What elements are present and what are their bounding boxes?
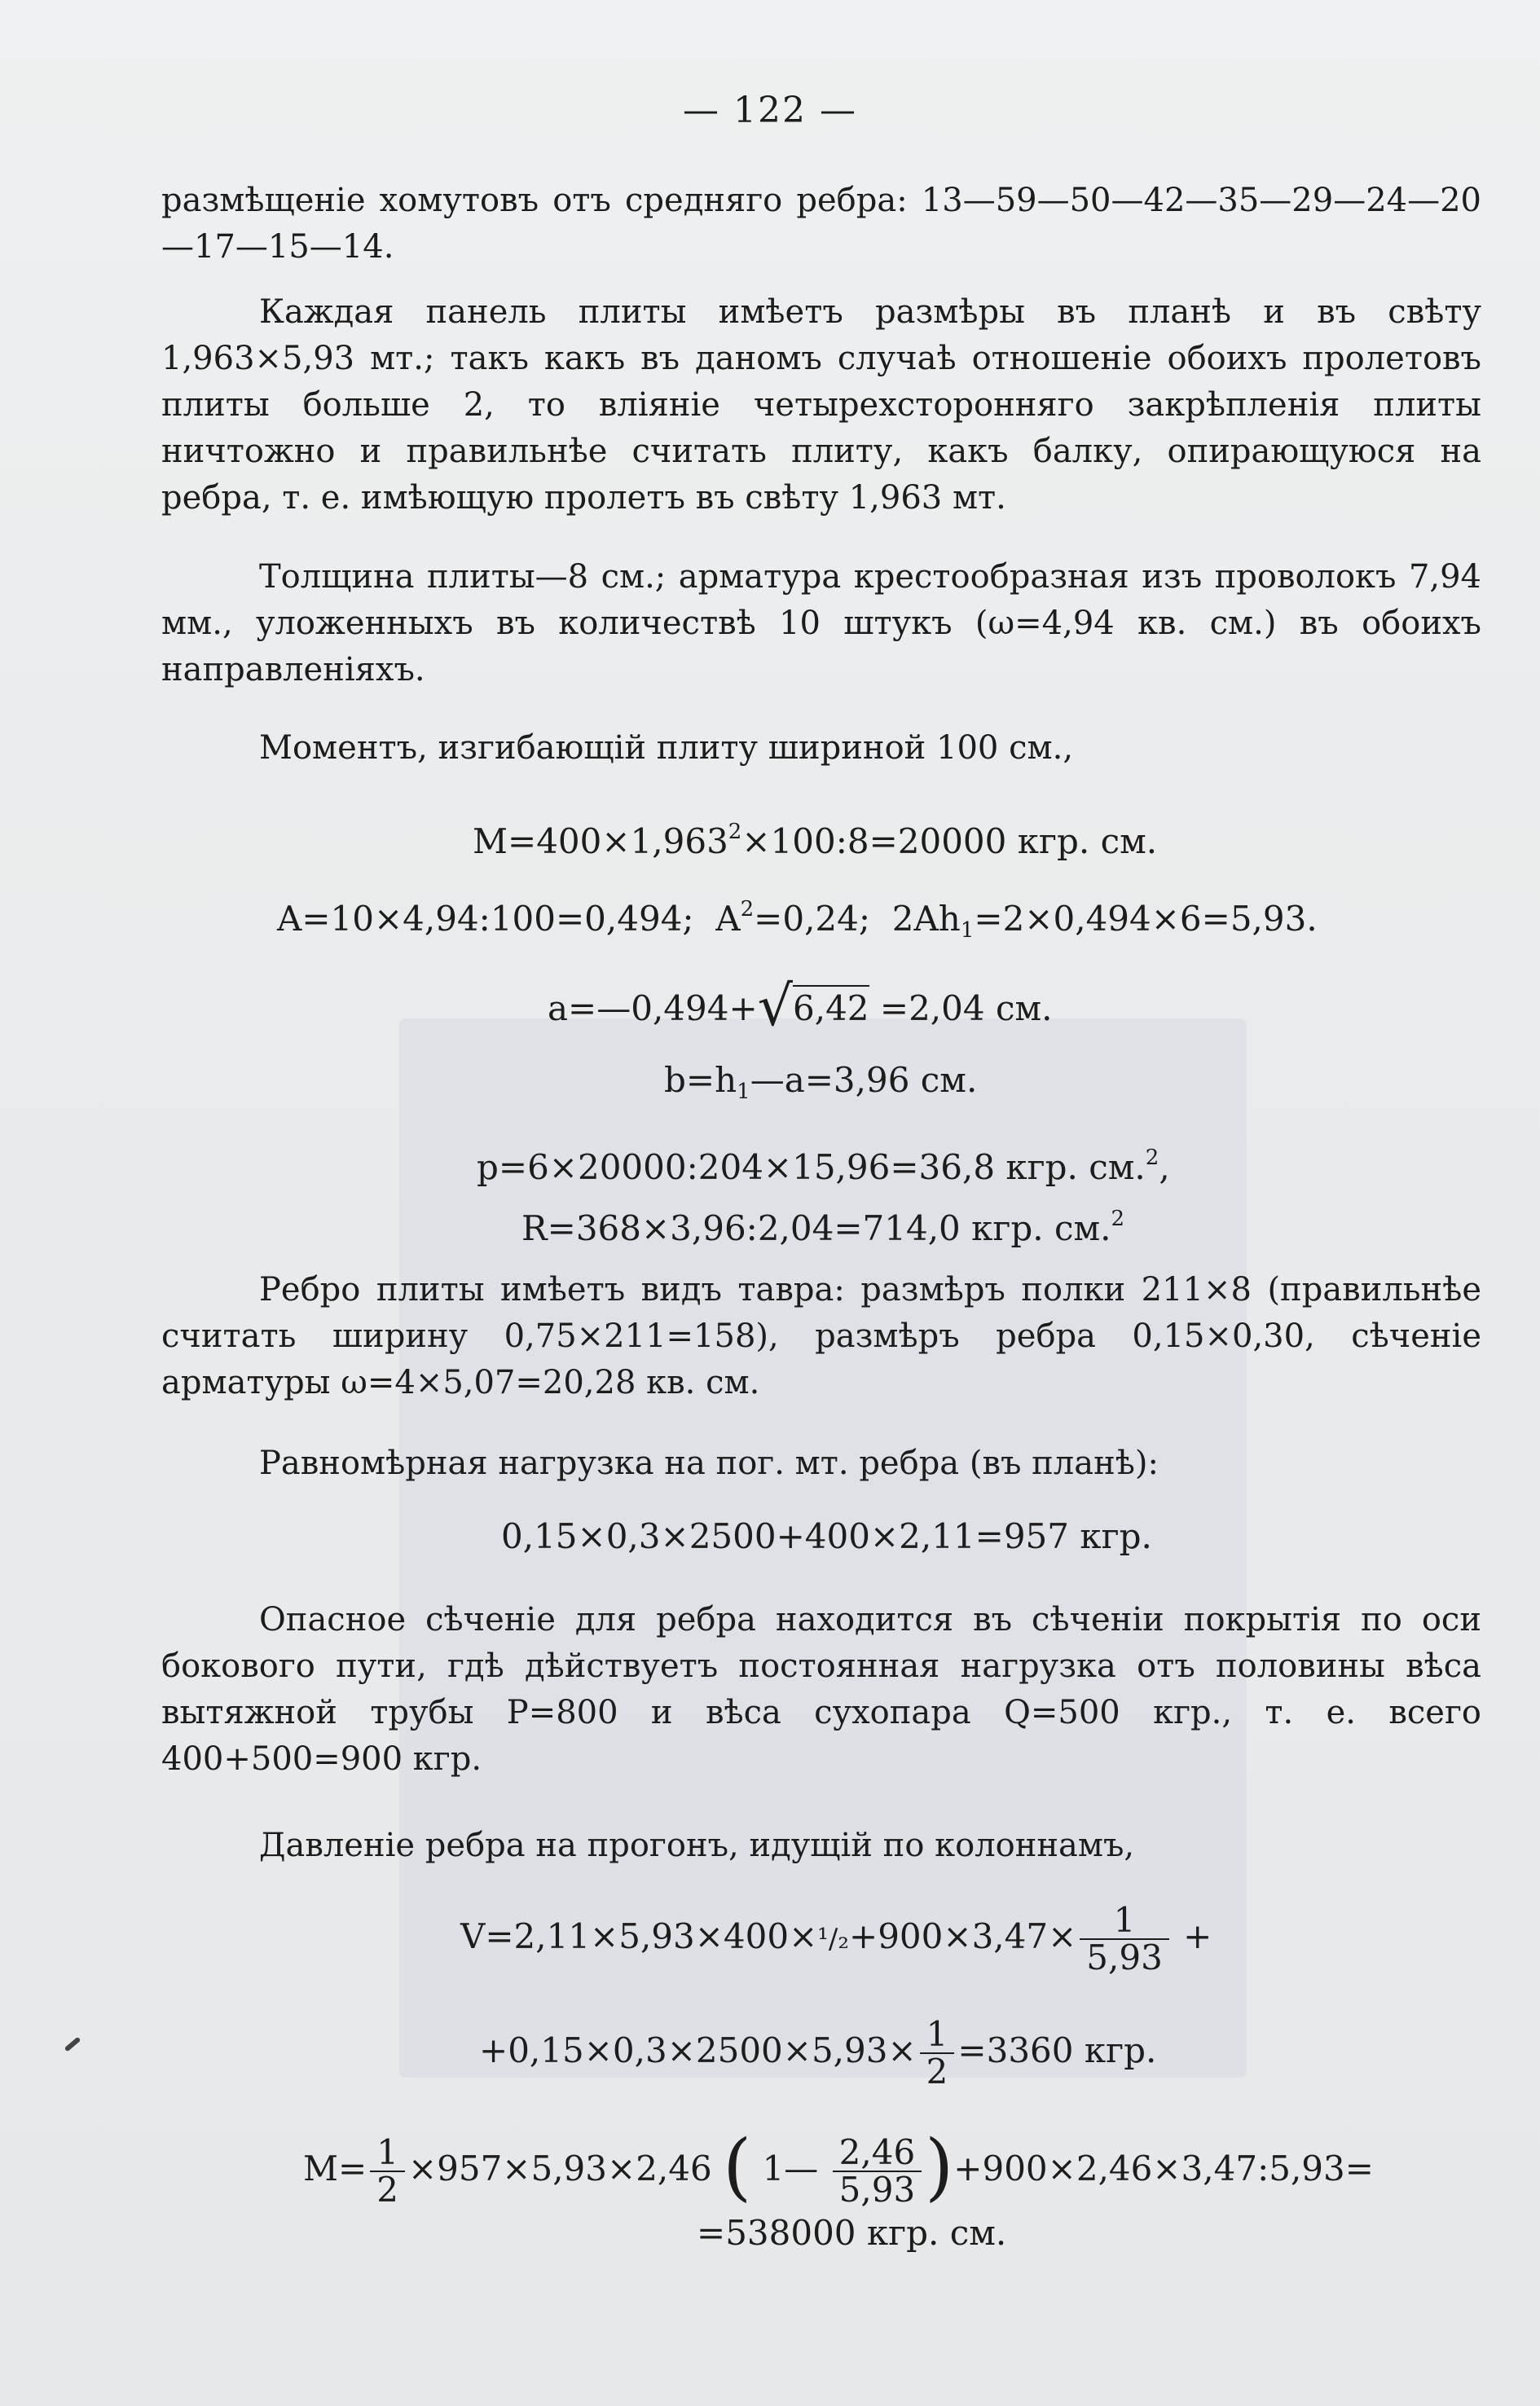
formula-v-line1: V=2,11×5,93×400×¹/₂+900×3,47× $\frac{1}{5,93}$ + xyxy=(460,1900,1212,1977)
square-root-icon: √ xyxy=(757,974,794,1039)
paragraph-slab-thickness: Толщина плиты—8 см.; арматура крестообразная изъ проволокъ 7,94 мм., уложенныхъ въ количествѣ 10 штукъ (ω=4,94 кв. см.) въ обоихъ направленіяхъ. xyxy=(161,558,1481,688)
paragraph-rib-pressure: Давленіе ребра на прогонъ, идущій по колоннамъ, xyxy=(259,1827,1135,1864)
formula-p: p=6×20000:204×15,96=36,8 кгр. см.$^2$, xyxy=(477,1146,1170,1187)
paragraph-uniform-load: Равномѣрная нагрузка на пог. мт. ребра (въ планѣ): xyxy=(259,1445,1159,1482)
fraction: $\frac{2,46}{5,93}$ xyxy=(833,2135,922,2208)
paragraph-panel-size: Каждая панель плиты имѣетъ размѣры въ планѣ и въ свѣту 1,963×5,93 мт.; такъ какъ въ даномъ случаѣ отношеніе обоихъ пролетовъ плиты больше 2, то вліяніе четырехсторонняго закрѣпленія плиты ничтожно и правильнѣе считать плиту, какъ балку, опирающуюся на ребра, т. е. имѣющую пролетъ въ свѣту 1,963 мт. xyxy=(161,293,1481,517)
formula-a-root: a=—0,494+√6,42 =2,04 см. xyxy=(548,974,1053,1039)
formula-load: 0,15×0,3×2500+400×2,11=957 кгр. xyxy=(501,1516,1152,1556)
formula-m-line1: M= $\frac{1}{2}$ ×957×5,93×2,46 ( 1— $\frac{2,46}{5,93}$ )+900×2,46×3,47:5,93= xyxy=(303,2124,1374,2210)
formula-r: R=368×3,96:2,04=714,0 кгр. см.$^2$ xyxy=(521,1207,1125,1248)
paragraph-moment-intro: Моментъ, изгибающій плиту шириной 100 см., xyxy=(259,729,1074,767)
fraction: $\frac{1}{2}$ xyxy=(370,2135,405,2208)
formula-a-values: A=10×4,94:100=0,494; $A^2=0,24$; $2Ah_1=2\times 0,494\times 6=5,93$. xyxy=(277,897,1318,943)
paragraph-stirrups: размѣщеніе хомутовъ отъ средняго ребра: 13—59—50—42—35—29—24—20—17—15—14. xyxy=(161,182,1481,266)
pencil-mark xyxy=(64,2037,81,2052)
fraction: $\frac{1}{2}$ xyxy=(920,2017,955,2090)
formula-v-line2: +0,15×0,3×2500×5,93× $\frac{1}{2}$ =3360 кгр. xyxy=(479,2014,1157,2092)
paragraph-critical-section: Опасное сѣченіе для ребра находится въ сѣченіи покрытія по оси бокового пути, гдѣ дѣйствуетъ постоянная нагрузка отъ половины вѣса вытяжной трубы P=800 и вѣса сухопара Q=500 кгр., т. е. всего 400+500=900 кгр. xyxy=(161,1601,1481,1778)
fraction: $\frac{1}{5,93}$ xyxy=(1080,1902,1169,1976)
formula-b: $b=h_1—a=3,96$ см. xyxy=(664,1060,978,1104)
formula-moment: $M=400\times 1,963^2\times 100:8=20000$ кгр. см. xyxy=(473,820,1158,861)
page-number: — 122 — xyxy=(683,90,857,131)
paragraph-rib-shape: Ребро плиты имѣетъ видъ тавра: размѣръ полки 211×8 (правильнѣе считать ширину 0,75×211=158), размѣръ ребра 0,15×0,30, сѣченіе арматуры ω=4×5,07=20,28 кв. см. xyxy=(161,1271,1481,1401)
formula-m-result: =538000 кгр. см. xyxy=(697,2213,1007,2253)
